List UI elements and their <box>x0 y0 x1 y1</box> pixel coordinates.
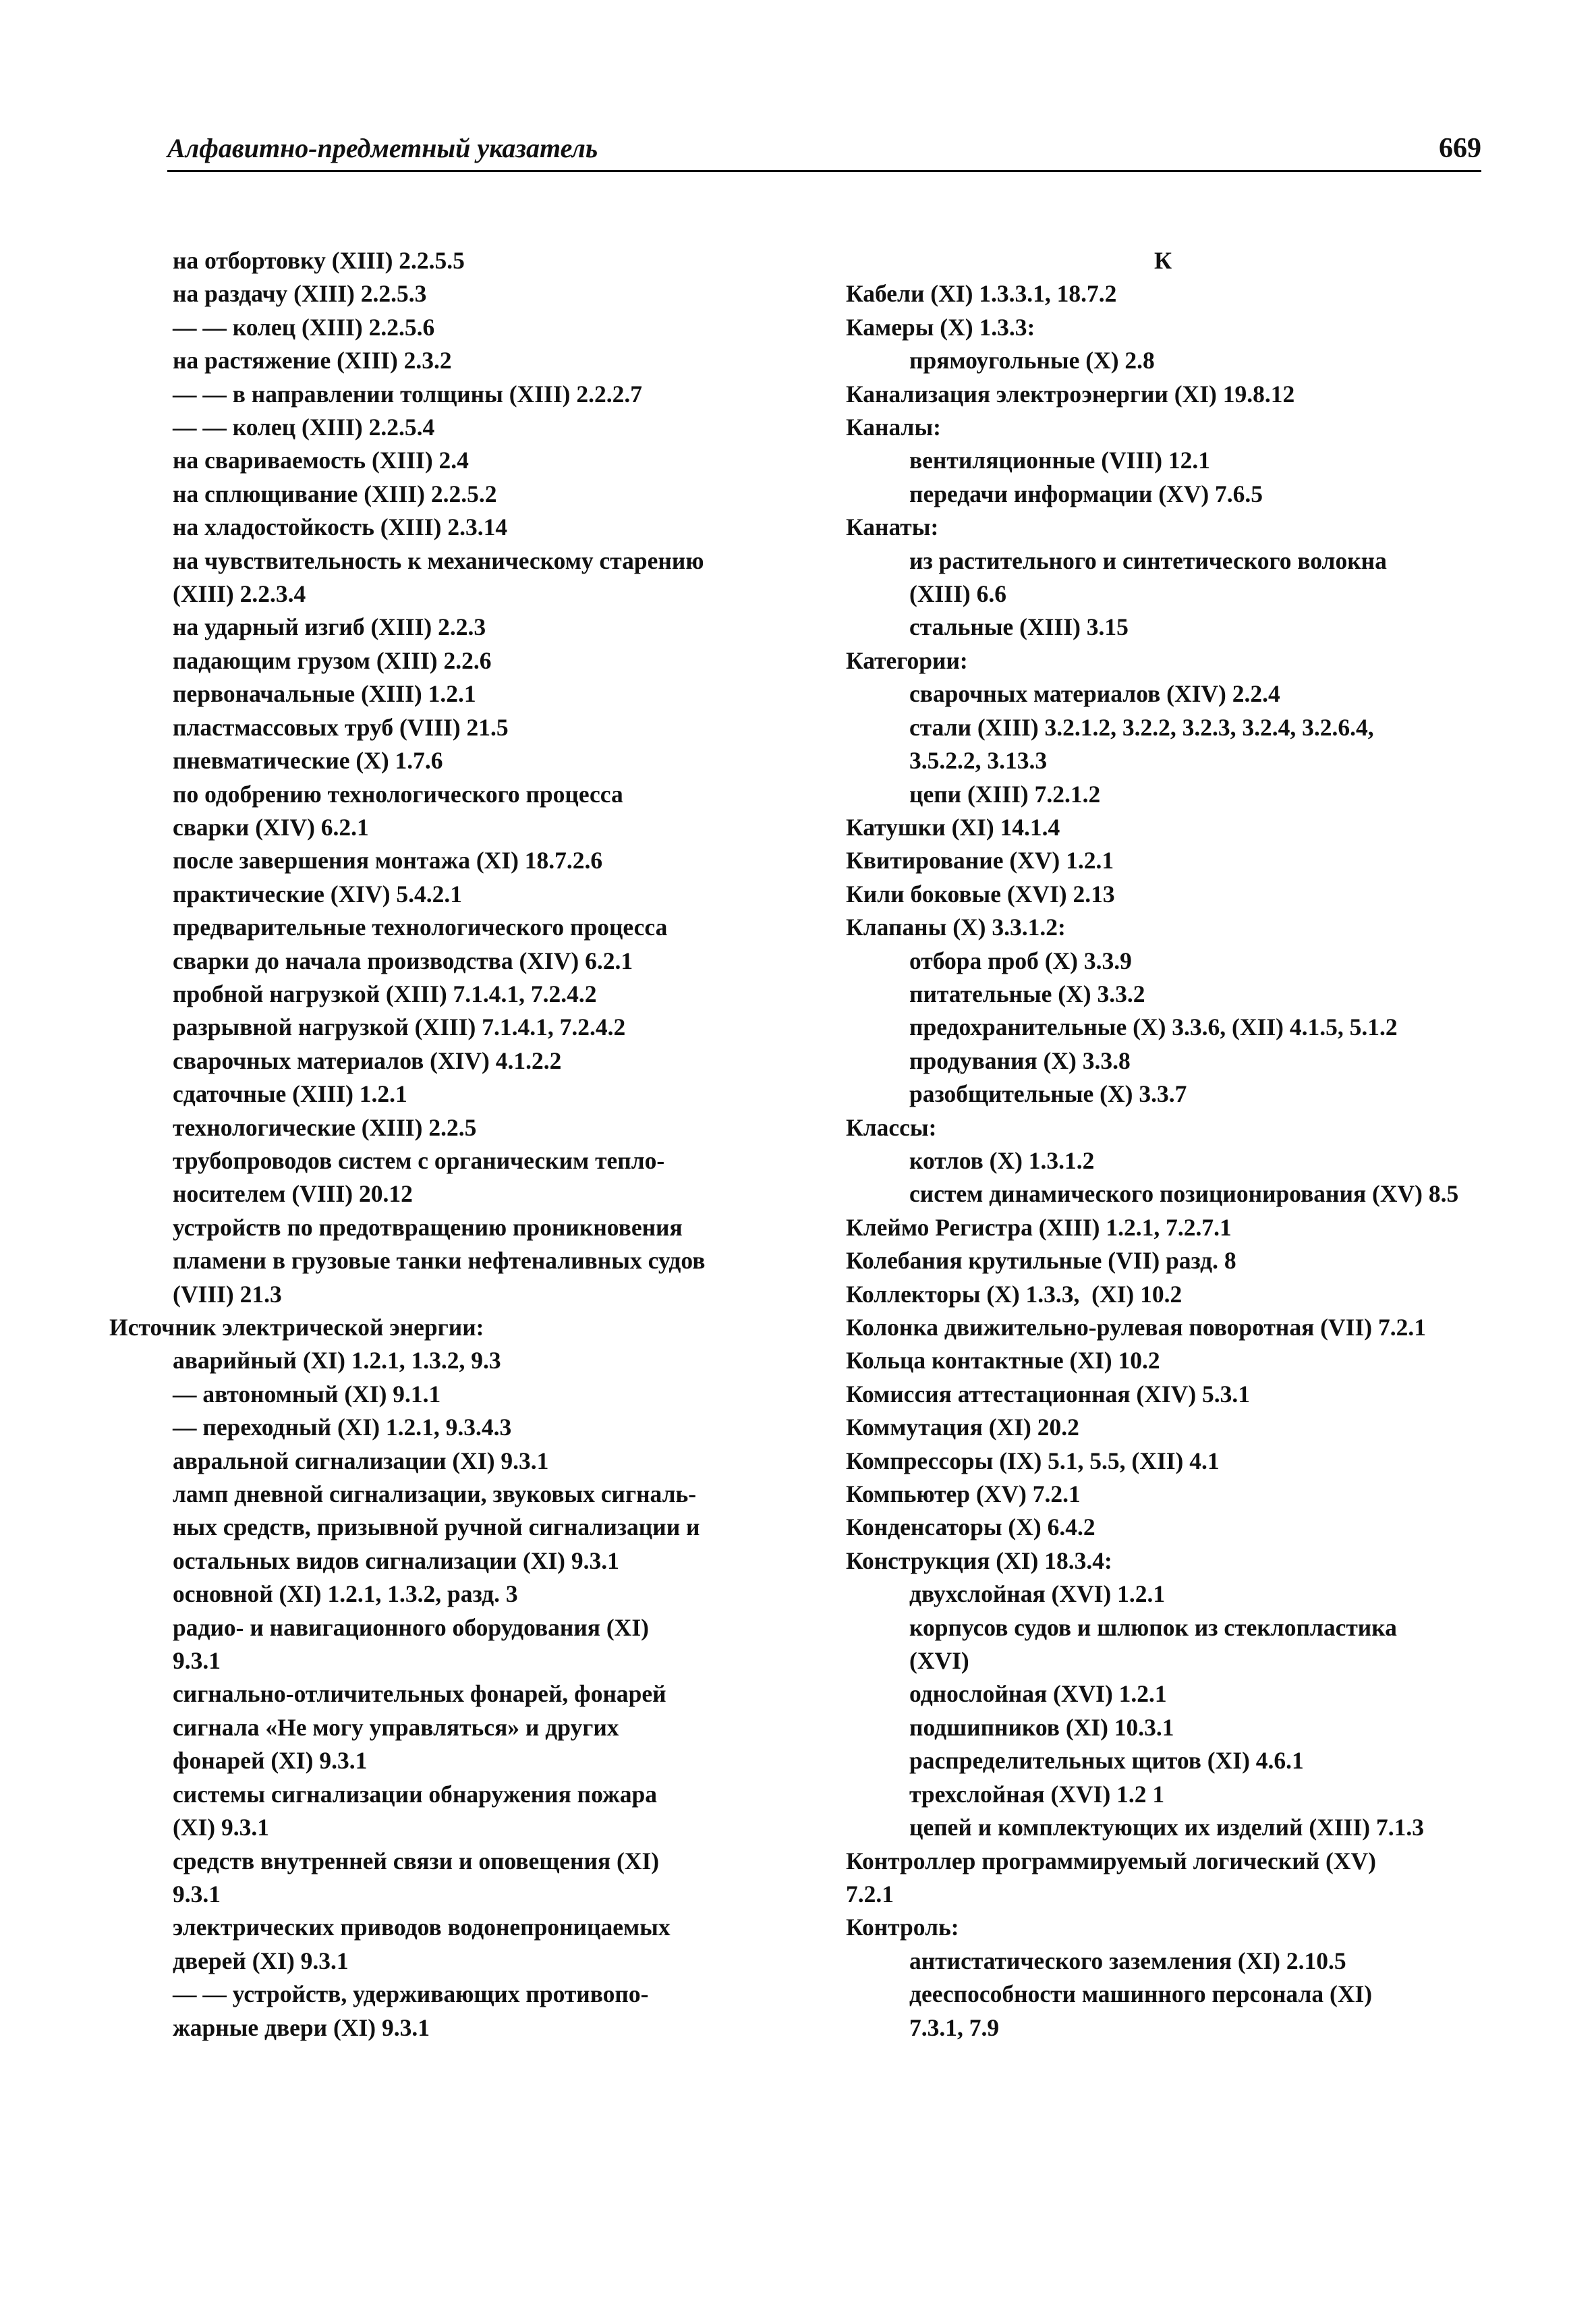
index-subentry: вентиляционные (VIII) 12.1 <box>909 447 1211 474</box>
index-heading-entry: Катушки (XI) 14.1.4 <box>846 813 1060 841</box>
index-subentry: пробной нагрузкой (XIII) 7.1.4.1, 7.2.4.2 <box>173 980 597 1007</box>
index-subentry: цепи (XIII) 7.2.1.2 <box>909 780 1101 808</box>
index-subentry: разрывной нагрузкой (XIII) 7.1.4.1, 7.2.4.2 <box>173 1013 626 1041</box>
index-heading-entry: Кили боковые (XVI) 2.13 <box>846 880 1115 908</box>
index-heading-entry: Классы: <box>846 1113 937 1141</box>
index-subentry: дверей (XI) 9.3.1 <box>173 1947 349 1974</box>
index-subentry: — — устройств, удерживающих противопо- <box>173 1980 649 2008</box>
index-subentry: первоначальные (XIII) 1.2.1 <box>173 680 476 708</box>
index-subentry: прямоугольные (X) 2.8 <box>909 347 1155 374</box>
index-heading-entry: Канализация электроэнергии (XI) 19.8.12 <box>846 380 1295 408</box>
index-subentry: ламп дневной сигнализации, звуковых сигналь- <box>173 1480 697 1508</box>
index-subentry: питательные (X) 3.3.2 <box>909 980 1145 1007</box>
index-heading-entry: Коллекторы (X) 1.3.3, (XI) 10.2 <box>846 1280 1182 1308</box>
index-heading-entry: Источник электрической энергии: <box>109 1314 484 1341</box>
index-heading-entry: 7.2.1 <box>846 1880 894 1908</box>
index-subentry: системы сигнализации обнаружения пожара <box>173 1780 657 1808</box>
index-subentry: отбора проб (X) 3.3.9 <box>909 947 1132 974</box>
index-subentry: (XIII) 6.6 <box>909 580 1006 608</box>
index-subentry: — — в направлении толщины (XIII) 2.2.2.7 <box>173 380 642 408</box>
index-heading-entry: Компьютер (XV) 7.2.1 <box>846 1480 1081 1508</box>
index-subentry: аварийный (XI) 1.2.1, 1.3.2, 9.3 <box>173 1347 501 1374</box>
index-heading-entry: Кольца контактные (XI) 10.2 <box>846 1347 1160 1374</box>
index-subentry: на ударный изгиб (XIII) 2.2.3 <box>173 613 486 641</box>
index-subentry: средств внутренней связи и оповещения (XI) <box>173 1847 660 1874</box>
index-subentry: устройств по предотвращению проникновения <box>173 1213 683 1241</box>
index-heading-entry: Колонка движительно-рулевая поворотная (VII) 7.2.1 <box>846 1314 1426 1341</box>
index-subentry: (XVI) <box>909 1647 969 1675</box>
index-subentry: сигнально-отличительных фонарей, фонарей <box>173 1680 666 1708</box>
index-subentry: передачи информации (XV) 7.6.5 <box>909 480 1263 507</box>
index-subentry: стали (XIII) 3.2.1.2, 3.2.2, 3.2.3, 3.2.4, 3.2.6.4, <box>909 713 1374 741</box>
index-heading-entry: Коммутация (XI) 20.2 <box>846 1414 1079 1441</box>
index-subentry: пламени в грузовые танки нефтеналивных судов <box>173 1247 706 1275</box>
index-subentry: 3.5.2.2, 3.13.3 <box>909 747 1048 775</box>
index-subentry: на сплющивание (XIII) 2.2.5.2 <box>173 480 497 507</box>
index-subentry: по одобрению технологического процесса <box>173 780 623 808</box>
index-subentry: пластмассовых труб (VIII) 21.5 <box>173 713 509 741</box>
index-heading-entry: Колебания крутильные (VII) разд. 8 <box>846 1247 1236 1275</box>
page-number: 669 <box>1439 133 1481 164</box>
index-heading-entry: Квитирование (XV) 1.2.1 <box>846 847 1114 874</box>
index-subentry: разобщительные (X) 3.3.7 <box>909 1080 1187 1108</box>
index-subentry: на растяжение (XIII) 2.3.2 <box>173 347 452 374</box>
index-heading-entry: Кабели (XI) 1.3.3.1, 18.7.2 <box>846 280 1117 308</box>
index-subentry: дееспособности машинного персонала (XI) <box>909 1980 1373 2008</box>
index-subentry: авральной сигнализации (XI) 9.3.1 <box>173 1447 549 1474</box>
index-subentry: трехслойная (XVI) 1.2 1 <box>909 1780 1165 1808</box>
index-heading-entry: Камеры (X) 1.3.3: <box>846 313 1035 341</box>
index-subentry: на отбортовку (XIII) 2.2.5.5 <box>173 247 465 274</box>
running-header <box>167 132 1481 172</box>
index-subentry: однослойная (XVI) 1.2.1 <box>909 1680 1167 1708</box>
index-subentry: на свариваемость (XIII) 2.4 <box>173 447 469 474</box>
index-subentry: корпусов судов и шлюпок из стеклопластика <box>909 1613 1397 1641</box>
index-heading-entry: Категории: <box>846 646 968 674</box>
index-heading-entry: Комиссия аттестационная (XIV) 5.3.1 <box>846 1380 1251 1408</box>
index-subentry: предварительные технологического процесса <box>173 914 668 941</box>
index-subentry: на раздачу (XIII) 2.2.5.3 <box>173 280 427 308</box>
index-subentry: двухслойная (XVI) 1.2.1 <box>909 1580 1166 1608</box>
index-subentry: на чувствительность к механическому старению <box>173 547 704 574</box>
index-subentry: из растительного и синтетического волокна <box>909 547 1387 574</box>
index-subentry: (XI) 9.3.1 <box>173 1814 269 1841</box>
index-heading-entry: Клеймо Регистра (XIII) 1.2.1, 7.2.7.1 <box>846 1213 1232 1241</box>
index-subentry: сварки до начала производства (XIV) 6.2.1 <box>173 947 633 974</box>
index-heading-entry: Конденсаторы (X) 6.4.2 <box>846 1513 1095 1541</box>
index-subentry: радио- и навигационного оборудования (XI) <box>173 1613 649 1641</box>
index-subentry: предохранительные (X) 3.3.6, (XII) 4.1.5, 5.1.2 <box>909 1013 1398 1041</box>
index-subentry: на хладостойкость (XIII) 2.3.14 <box>173 513 508 541</box>
index-subentry: 9.3.1 <box>173 1647 221 1675</box>
index-subentry: антистатического заземления (XI) 2.10.5 <box>909 1947 1346 1974</box>
index-subentry: носителем (VIII) 20.12 <box>173 1180 413 1208</box>
running-title: Алфавитно-предметный указатель <box>167 133 598 163</box>
index-subentry: подшипников (XI) 10.3.1 <box>909 1713 1174 1741</box>
index-subentry: электрических приводов водонепроницаемых <box>173 1914 671 1941</box>
section-letter: К <box>1153 247 1172 274</box>
index-subentry: остальных видов сигнализации (XI) 9.3.1 <box>173 1547 619 1574</box>
index-subentry: после завершения монтажа (XI) 18.7.2.6 <box>173 847 603 874</box>
index-heading-entry: Канаты: <box>846 513 939 541</box>
index-subentry: (VIII) 21.3 <box>173 1280 282 1308</box>
index-subentry: трубопроводов систем с органическим тепло- <box>173 1146 665 1174</box>
index-heading-entry: Клапаны (X) 3.3.1.2: <box>846 914 1066 941</box>
index-subentry: — — колец (XIII) 2.2.5.4 <box>173 414 435 441</box>
index-subentry: котлов (X) 1.3.1.2 <box>909 1146 1095 1174</box>
index-subentry: практические (XIV) 5.4.2.1 <box>173 880 463 908</box>
index-subentry: — — колец (XIII) 2.2.5.6 <box>173 313 435 341</box>
index-heading-entry: Каналы: <box>846 414 941 441</box>
index-subentry: технологические (XIII) 2.2.5 <box>173 1113 477 1141</box>
index-subentry: основной (XI) 1.2.1, 1.3.2, разд. 3 <box>173 1580 518 1608</box>
index-subentry: ных средств, призывной ручной сигнализации и <box>173 1513 700 1541</box>
index-subentry: 9.3.1 <box>173 1880 221 1908</box>
index-subentry: — переходный (XI) 1.2.1, 9.3.4.3 <box>173 1414 512 1441</box>
index-subentry: сварочных материалов (XIV) 2.2.4 <box>909 680 1280 708</box>
index-subentry: продувания (X) 3.3.8 <box>909 1047 1131 1074</box>
index-subentry: — автономный (XI) 9.1.1 <box>173 1380 441 1408</box>
index-subentry: пневматические (X) 1.7.6 <box>173 747 443 775</box>
index-subentry: сдаточные (XIII) 1.2.1 <box>173 1080 407 1108</box>
index-subentry: систем динамического позиционирования (XV) 8.5 <box>909 1180 1459 1208</box>
index-column-right <box>846 244 1480 2045</box>
index-subentry: цепей и комплектующих их изделий (XIII) 7.1.3 <box>909 1814 1424 1841</box>
index-subentry: фонарей (XI) 9.3.1 <box>173 1747 368 1775</box>
index-subentry: падающим грузом (XIII) 2.2.6 <box>173 646 492 674</box>
index-heading-entry: Контроллер программируемый логический (XV) <box>846 1847 1376 1874</box>
index-subentry: сварки (XIV) 6.2.1 <box>173 813 369 841</box>
index-subentry: 7.3.1, 7.9 <box>909 2013 1000 2041</box>
index-subentry: сигнала «Не могу управляться» и других <box>173 1713 619 1741</box>
index-heading-entry: Компрессоры (IX) 5.1, 5.5, (XII) 4.1 <box>846 1447 1220 1474</box>
index-subentry: стальные (XIII) 3.15 <box>909 613 1129 641</box>
index-subentry: сварочных материалов (XIV) 4.1.2.2 <box>173 1047 562 1074</box>
index-column-left <box>109 244 818 2045</box>
index-heading-entry: Конструкция (XI) 18.3.4: <box>846 1547 1112 1574</box>
index-subentry: жарные двери (XI) 9.3.1 <box>173 2013 430 2041</box>
index-subentry: распределительных щитов (XI) 4.6.1 <box>909 1747 1304 1775</box>
index-subentry: (XIII) 2.2.3.4 <box>173 580 306 608</box>
index-heading-entry: Контроль: <box>846 1914 959 1941</box>
